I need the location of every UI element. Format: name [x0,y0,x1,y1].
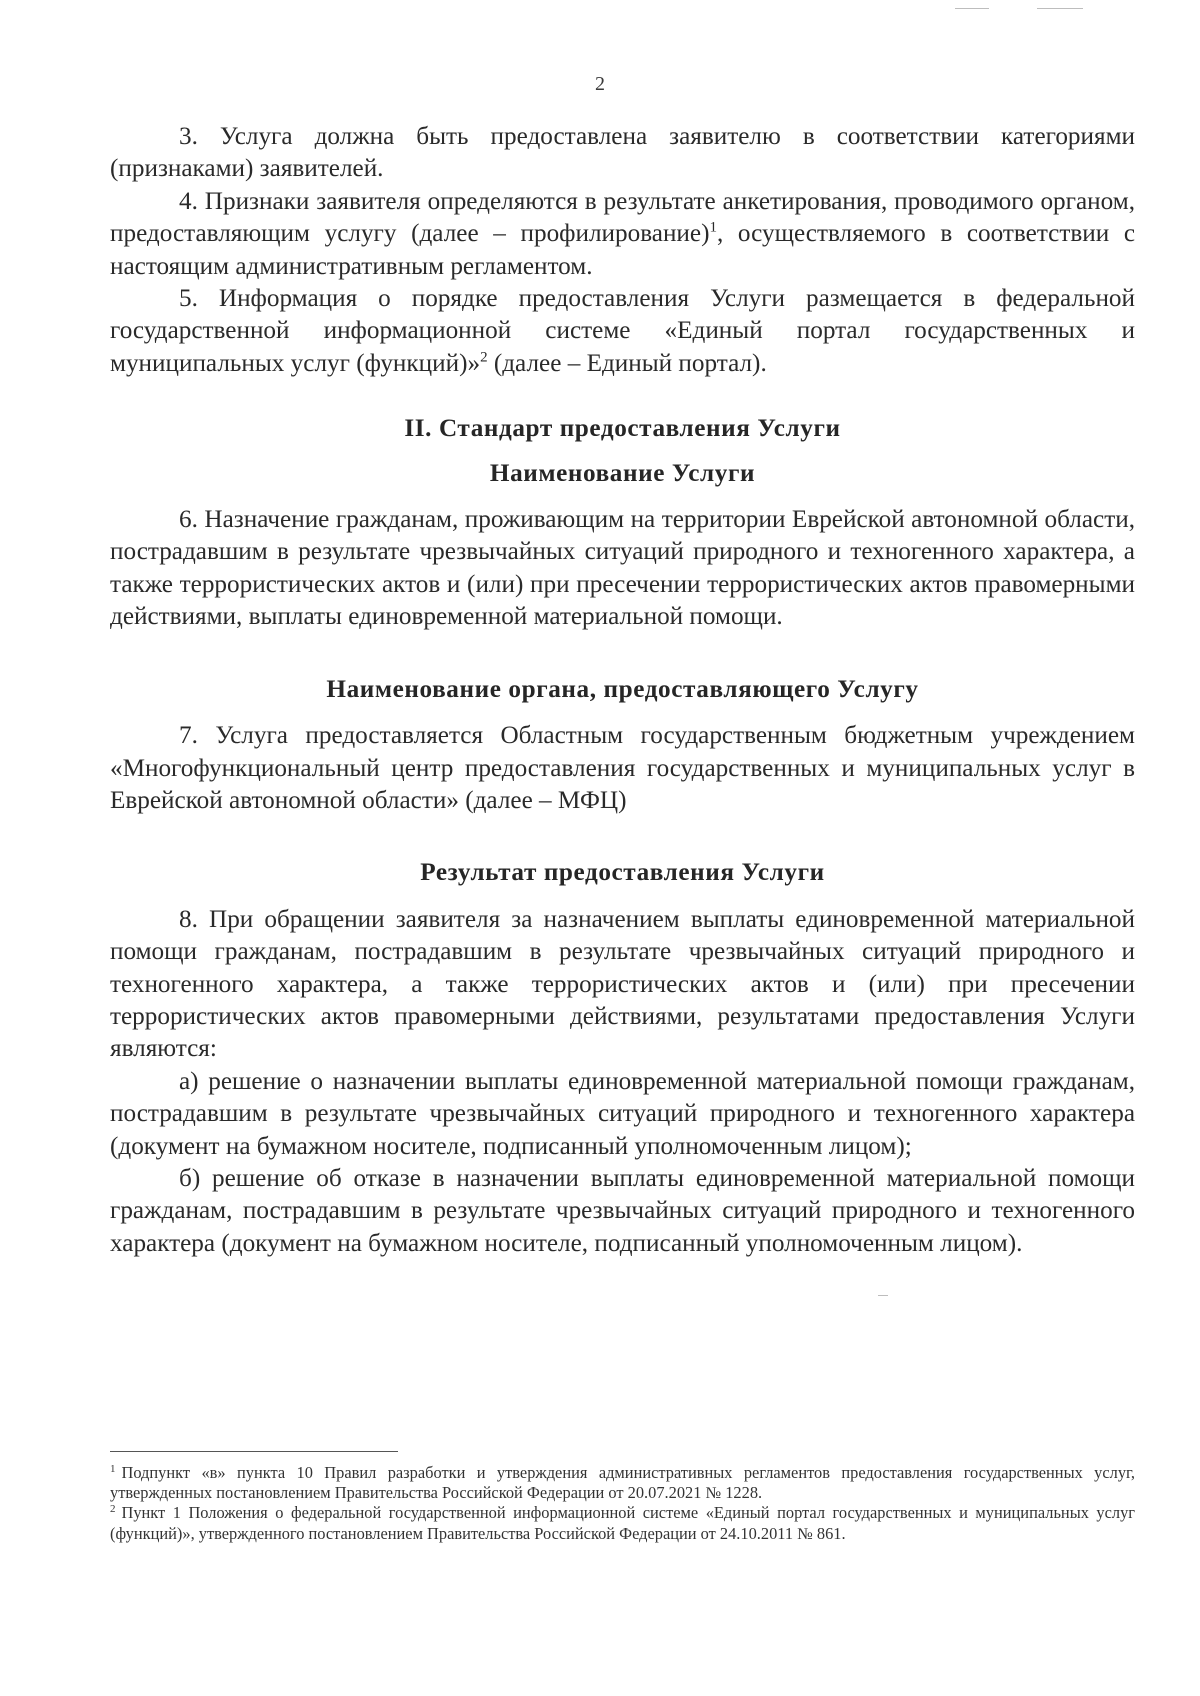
document-body [110,121,1135,1260]
footnote-ref-2: 2 [480,349,488,366]
paragraph-4-text-end: , осуществляемого в соответствии с настоящим административным регламентом. [110,220,1135,280]
paragraph-4 [110,186,1135,283]
footnote-1-mark: 1 [110,1462,116,1475]
paragraph-8-b: б) решение об отказе в назначении выплаты единовременной материальной помощи гражданам, пострадавшим в результате чрезвычайных ситуаций природного и техногенного характера (документ на бумажном носителе, подписанный уполномоченным лицом). [110,1164,1135,1257]
footnote-2-mark: 2 [110,1502,116,1515]
paragraph-4-text: 4. Признаки заявителя определяются в результате анкетирования, проводимого органом, предоставляющим услугу (далее – профилирование) [110,187,1135,248]
paragraph-8-a: а) решение о назначении выплаты единовременной материальной помощи гражданам, пострадавшим в результате чрезвычайных ситуаций природного и техногенного характера (документ на бумажном носителе, подписанный уполномоченным лицом); [110,1067,1135,1160]
page-number: 2 [595,73,605,95]
footnote-1 [110,1463,1135,1503]
footnote-2-text: Пункт 1 Положения о федеральной государственной информационной системе «Единый портал государственных и муниципальных услуг (функций)», утвержденного постановлением Правительства Российской Федерации от 24.10.2011 № 861. [110,1503,1135,1543]
paragraph-8: 8. При обращении заявителя за назначением выплаты единовременной материальной помощи гражданам, пострадавшим в результате чрезвычайных ситуаций природного и техногенного характера, а также террористических актов и (или) при пресечении террористических актов правомерными действиями, результатами предоставления Услуги являются: [110,905,1135,1063]
scan-artifact-line [1037,8,1083,9]
paragraph-5 [110,283,1135,380]
footnote-2 [110,1503,1135,1543]
footnote-separator [110,1451,398,1452]
footnotes [110,1463,1135,1544]
footnote-1-text: Подпункт «в» пункта 10 Правил разработки и утверждения административных регламентов предоставления государственных услуг, утвержденных постановлением Правительства Российской Федерации от 20.07.2021 № 1228. [110,1463,1135,1503]
paragraph-5-text-end: (далее – Единый портал). [487,349,767,377]
heading-provider-name: Наименование органа, предоставляющего Услугу [326,675,919,703]
paragraph-5-text: 5. Информация о порядке предоставления Услуги размещается в федеральной государственной информационной системе «Единый портал государственных и муниципальных услуг (функций)» [110,285,1135,377]
paragraph-6: 6. Назначение гражданам, проживающим на территории Еврейской автономной области, пострадавшим в результате чрезвычайных ситуаций природного и техногенного характера, а также террористических актов и (или) при пресечении террористических актов правомерными действиями, выплаты единовременной материальной помощи. [110,506,1135,631]
heading-result: Результат предоставления Услуги [420,859,825,887]
paragraph-7: 7. Услуга предоставляется Областным государственным бюджетным учреждением «Многофункциональный центр предоставления государственных и муниципальных услуг в Еврейской автономной области» (далее – МФЦ) [110,722,1135,814]
section-heading-standard: II. Стандарт предоставления Услуги [404,415,841,443]
scan-artifact-line [878,1295,888,1296]
heading-service-name: Наименование Услуги [489,459,756,487]
paragraph-3: 3. Услуга должна быть предоставлена заявителю в соответствии категориями (признаками) заявителей. [110,123,1135,183]
scan-artifact-line [955,8,989,9]
footnote-ref-1: 1 [709,219,717,236]
